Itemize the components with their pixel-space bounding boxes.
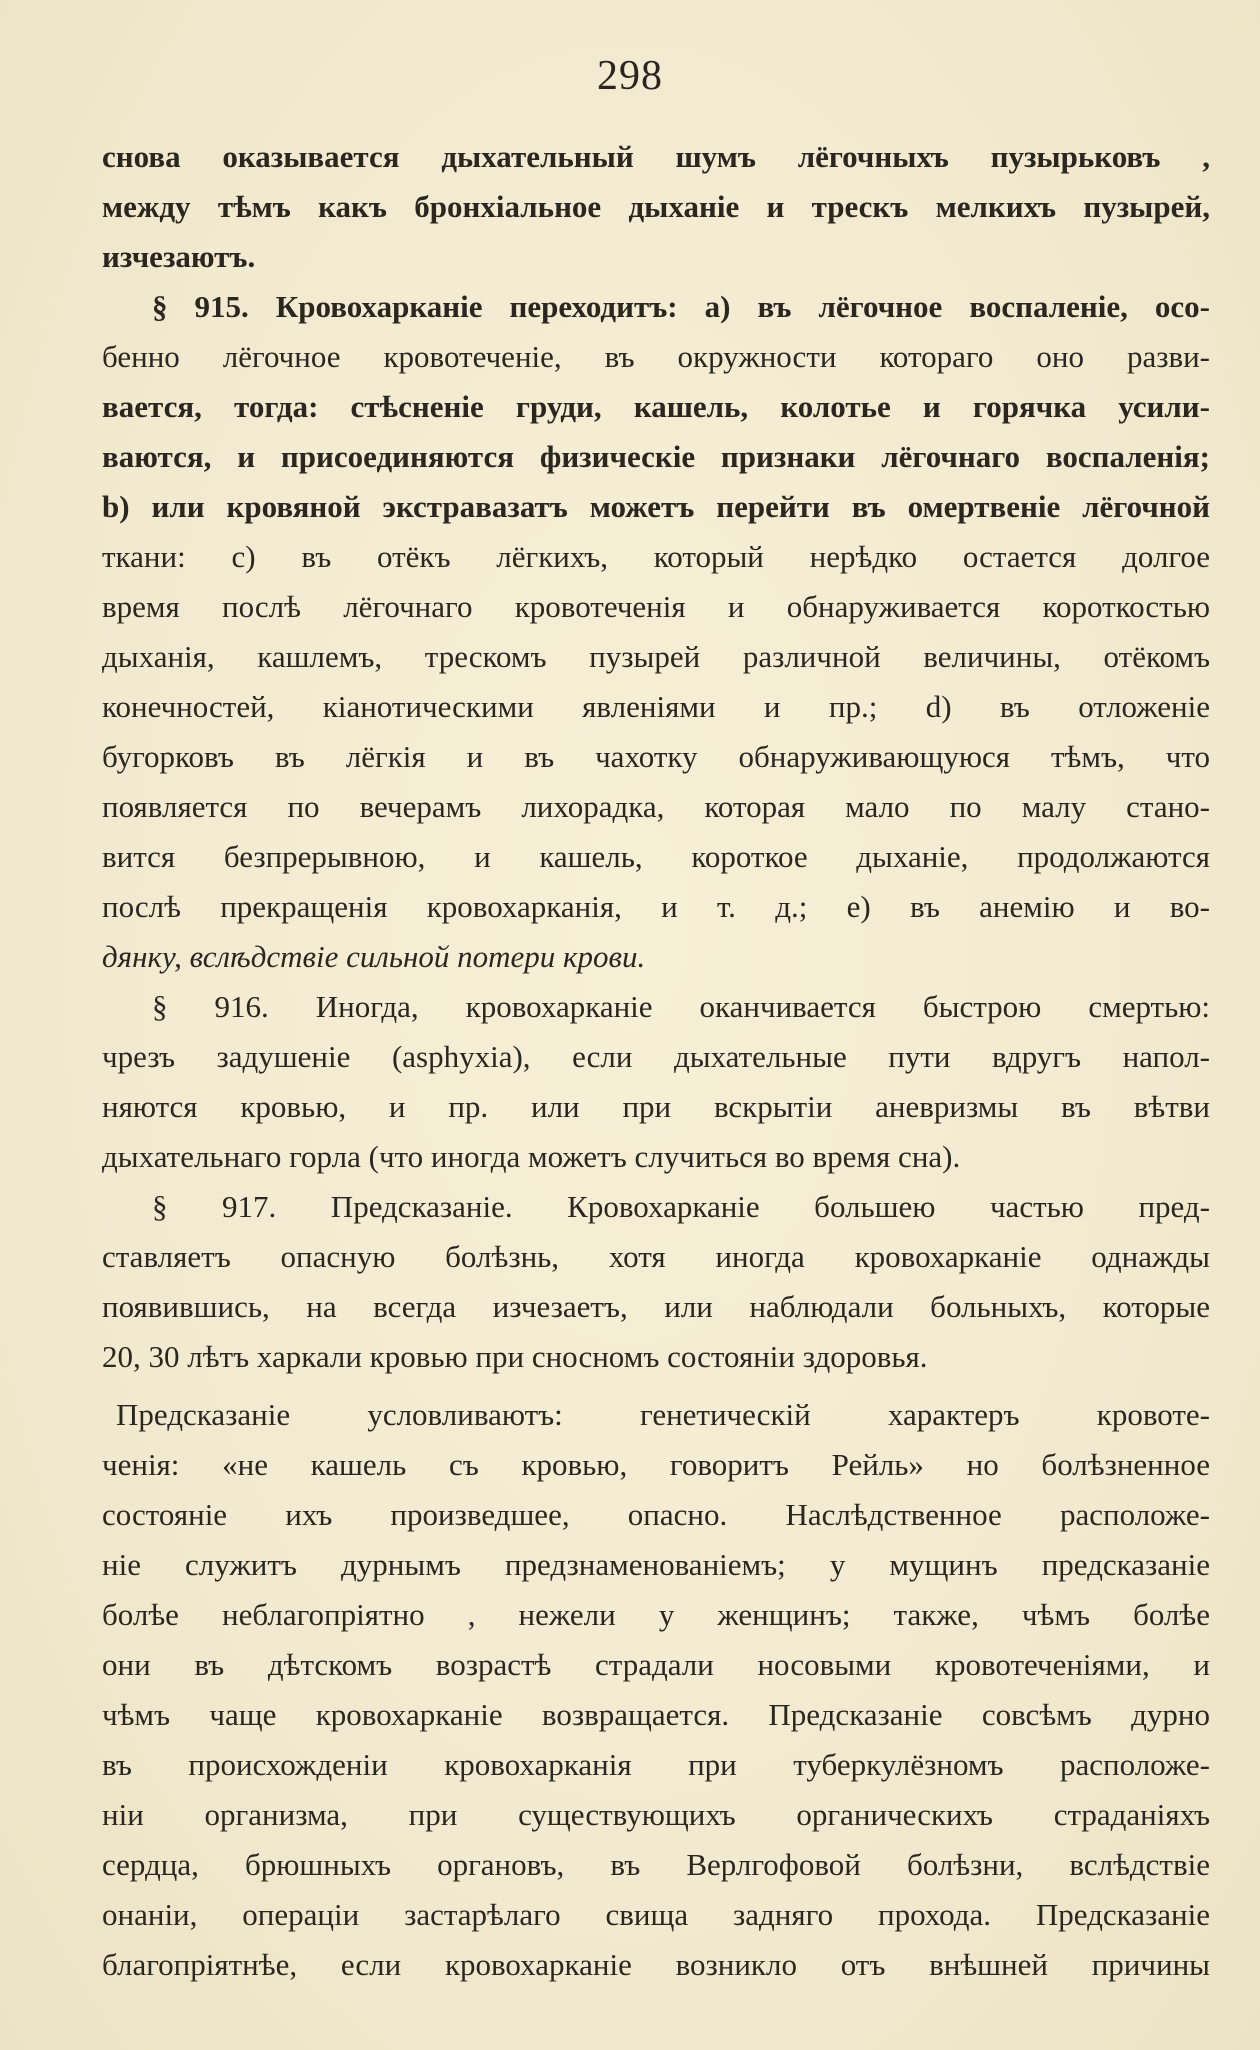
text-line: болѣе неблагопріятно , нежели у женщинъ; также, чѣмъ болѣе [102,1597,1210,1632]
text-line: бенно лёгочное кровотеченіе, въ окружности котораго оно разви- [102,339,1210,374]
text-line: бугорковъ въ лёгкія и въ чахотку обнаруживающуюся тѣмъ, что [102,739,1210,774]
text-line: въ происхожденіи кровохарканія при туберкулёзномъ расположе- [102,1747,1210,1782]
text-line: состояніе ихъ произведшее, опасно. Наслѣдственное расположе- [102,1497,1210,1532]
section-915-heading-line: § 915. Кровохарканіе переходитъ: a) въ лёгочное воспаленіе, осо- [152,289,1210,324]
text-line: сердца, брюшныхъ органовъ, въ Верлгофовой болѣзни, вслѣдствіе [102,1847,1210,1882]
text-line: появившись, на всегда изчезаетъ, или наблюдали больныхъ, которые [102,1289,1210,1324]
text-line: они въ дѣтскомъ возрастѣ страдали носовыми кровотеченіями, и [102,1647,1210,1682]
text-line: ткани: c) въ отёкъ лёгкихъ, который нерѣдко остается долгое [102,539,1210,574]
text-line: вится безпрерывною, и кашель, короткое дыханіе, продолжаются [102,839,1210,874]
text-line: ставляетъ опасную болѣзнь, хотя иногда кровохарканіе однажды [102,1239,1210,1274]
text-line: Предсказаніе условливаютъ: генетическій характеръ кровоте- [116,1397,1210,1432]
section-916-heading-line: § 916. Иногда, кровохарканіе оканчивается быстрою смертью: [152,989,1210,1024]
text-line: няются кровью, и пр. или при вскрытіи аневризмы въ вѣтви [102,1089,1210,1124]
text-line: благопріятнѣе, если кровохарканіе возникло отъ внѣшней причины [102,1947,1210,1982]
text-line: послѣ прекращенія кровохарканія, и т. д.; e) въ анемію и во- [102,889,1210,924]
text-line: 20, 30 лѣтъ харкали кровью при сносномъ состояніи здоровья. [102,1339,928,1374]
text-line: ченія: «не кашель съ кровью, говоритъ Рейль» но болѣзненное [102,1447,1210,1482]
paragraph-gap [102,1382,1210,1390]
text-line: дянку, вслѣдствіе сильной потери крови. [102,939,646,974]
text-line: время послѣ лёгочнаго кровотеченія и обнаруживается короткостью [102,589,1210,624]
text-line: дыхательнаго горла (что иногда можетъ случиться во время сна). [102,1139,961,1174]
text-line: ваются, и присоединяются физическіе признаки лёгочнаго воспаленія; [102,439,1210,474]
text-line: ніе служитъ дурнымъ предзнаменованіемъ; у мущинъ предсказаніе [102,1547,1210,1582]
text-line: изчезаютъ. [102,239,256,274]
text-line: вается, тогда: стѣсненіе груди, кашель, колотье и горячка усили- [102,389,1210,424]
text-line: снова оказывается дыхательный шумъ лёгочныхъ пузырьковъ , [102,139,1210,174]
text-line: b) или кровяной экстравазатъ можетъ перейти въ омертвеніе лёгочной [102,489,1210,524]
text-line: онаніи, операціи застарѣлаго свища задняго прохода. Предсказаніе [102,1897,1210,1932]
page-number: 298 [597,53,663,99]
body-text [102,132,1210,1990]
text-line: дыханія, кашлемъ, трескомъ пузырей различной величины, отёкомъ [102,639,1210,674]
text-line: чрезъ задушеніе (asphyxia), если дыхательные пути вдругъ напол- [102,1039,1210,1074]
text-line: ніи организма, при существующихъ органическихъ страданіяхъ [102,1797,1210,1832]
section-917-heading-line: § 917. Предсказаніе. Кровохарканіе большею частью пред- [152,1189,1210,1224]
text-line: конечностей, кіанотическими явленіями и пр.; d) въ отложеніе [102,689,1210,724]
text-line: между тѣмъ какъ бронхіальное дыханіе и трескъ мелкихъ пузырей, [102,189,1210,224]
text-line: чѣмъ чаще кровохарканіе возвращается. Предсказаніе совсѣмъ дурно [102,1697,1210,1732]
text-line: появляется по вечерамъ лихорадка, которая мало по малу стано- [102,789,1210,824]
